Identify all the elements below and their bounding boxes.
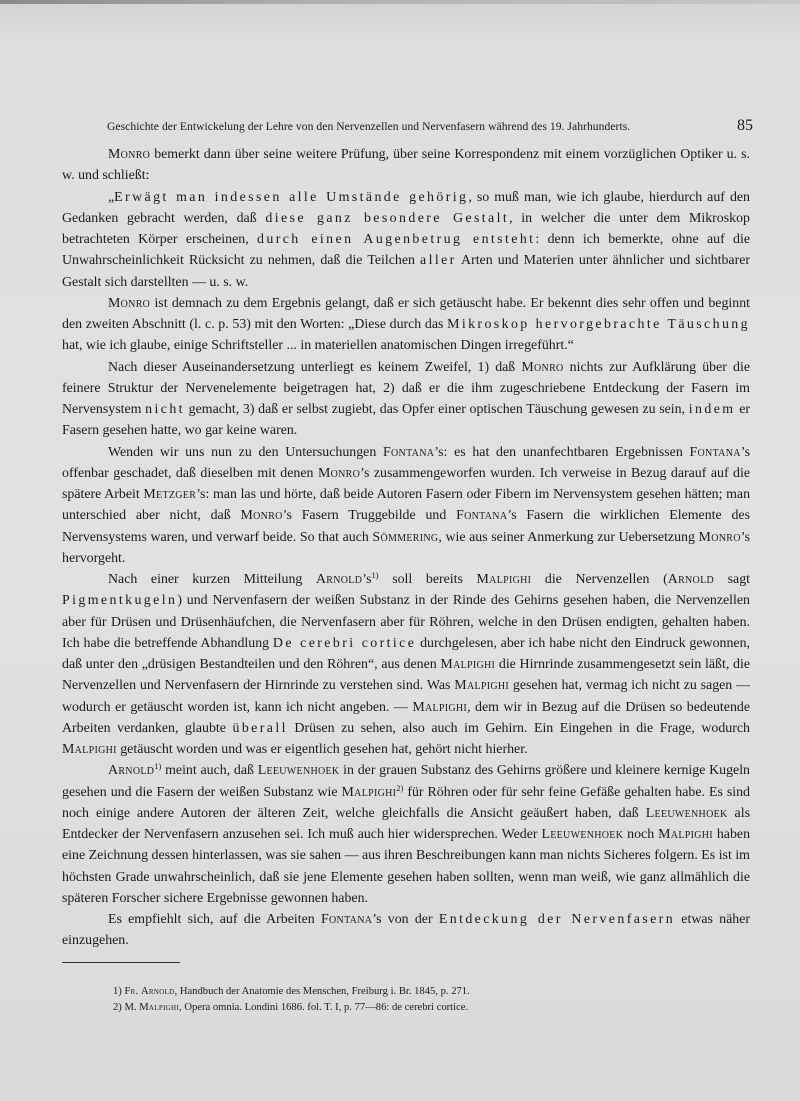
footnote-ref: 2) bbox=[396, 782, 404, 793]
text-run: er Fasern gesehen hatte, wo gar keine waren. bbox=[62, 402, 751, 439]
text-run: , wie aus seiner Anmerkung zur Uebersetzung bbox=[438, 529, 699, 545]
text-run: , dem wir in Bezug auf die Drüsen so bedeutende Arbeiten verdanken, glaubte bbox=[62, 699, 751, 736]
text-run: ’s: man las und hörte, daß beide Autoren Fasern oder Fibern im Nervensystem gesehen hätten; man unterschied aber nicht, daß bbox=[62, 487, 751, 524]
text-run: , Opera omnia. Londini 1686. fol. T. I, p. 77—86: de cerebri cortice. bbox=[179, 1002, 469, 1013]
text-run: meint auch, daß bbox=[161, 763, 258, 779]
text-run: bemerkt dann über seine weitere Prüfung, über seine Korrespondenz mit einem vorzüglichen Optiker u. s. w. und schließt: bbox=[62, 147, 750, 184]
text-run: Nach dieser Auseinandersetzung unterliegt es keinem Zweifel, 1) daß bbox=[108, 359, 522, 375]
text-run: ’s offenbar geschadet, daß dieselben mit denen bbox=[62, 444, 751, 481]
footnote-number: 2) M. bbox=[113, 1002, 140, 1013]
text-run: ’s: es hat den unanfechtbaren Ergebnissen bbox=[434, 444, 690, 460]
author-name: Fontana bbox=[456, 508, 508, 524]
running-head-title: Geschichte der Entwickelung der Lehre von den Nervenzellen und Nervenfasern während des 19. Jahrhunderts. bbox=[107, 120, 631, 133]
author-name: Monro bbox=[521, 359, 564, 375]
spaced-emphasis: durch einen Augenbetrug entsteht bbox=[257, 232, 536, 247]
author-name: Fr. Arnold bbox=[124, 986, 175, 997]
text-run: Nach einer kurzen Mitteilung bbox=[108, 572, 316, 587]
author-name: Fontana bbox=[321, 912, 373, 927]
author-name: Malpighi bbox=[412, 699, 468, 715]
paragraph-8 bbox=[62, 909, 750, 952]
author-name: Arnold bbox=[315, 572, 363, 587]
spaced-emphasis: Mikroskop hervorgebrachte Täuschung bbox=[447, 317, 750, 332]
text-run: , Handbuch der Anatomie des Menschen, Freiburg i. Br. 1845, p. 271. bbox=[174, 986, 470, 997]
spaced-emphasis: Pigmentkugeln bbox=[62, 593, 178, 609]
paragraph-2-quote bbox=[62, 187, 750, 293]
text-run: ’s zusammengeworfen wurden. Ich verweise in Bezug darauf auf die spätere Arbeit bbox=[62, 465, 750, 502]
text-run: ’s von der bbox=[372, 912, 439, 927]
author-name: Monro bbox=[317, 465, 361, 481]
text-run: als Entdecker der Nervenfasern anzusehen sei. Ich muß auch hier widersprechen. Weder bbox=[62, 805, 750, 842]
text-run: sagt bbox=[714, 572, 750, 587]
author-name: Leeuwenhoek bbox=[541, 827, 624, 842]
spaced-emphasis: indem bbox=[688, 402, 736, 417]
paragraph-3 bbox=[62, 293, 750, 357]
spaced-emphasis: De cerebri cortice bbox=[272, 635, 417, 651]
text-run: in der grauen Substanz des Gehirns größere und kleinere kernige Kugeln gesehen und die Fasern der weißen Substanz wie bbox=[62, 763, 750, 800]
author-name: Fontana bbox=[689, 444, 741, 460]
author-name: Malpighi bbox=[440, 657, 496, 672]
spaced-emphasis: aller bbox=[420, 253, 457, 269]
text-run: Wenden wir uns nun zu den Untersuchungen bbox=[108, 444, 383, 460]
author-name: Sömmering bbox=[372, 529, 439, 545]
paragraph-4 bbox=[62, 357, 750, 442]
text-run: gemacht, 3) daß er selbst zugiebt, das Opfer einer optischen Täuschung gewesen zu sein, bbox=[184, 402, 689, 417]
spaced-emphasis: Erwägt man indessen alle Umstände gehörig bbox=[114, 189, 469, 205]
text-run: etwas näher einzugehen. bbox=[62, 912, 751, 949]
footnote-rule bbox=[62, 962, 180, 963]
author-name: Malpighi bbox=[454, 678, 510, 694]
scan-edge bbox=[0, 0, 800, 4]
author-name: Monro bbox=[108, 295, 151, 311]
footnote-1 bbox=[113, 984, 713, 1000]
text-run: für Röhren oder für sehr feine Gefäße gehalten habe. Es sind noch einige andere Autoren der älteren Zeit, welche gleichfalls die Ansicht geäußert haben, daß bbox=[62, 784, 750, 821]
text-run: soll bereits bbox=[378, 572, 477, 587]
text-run: die Nervenzellen ( bbox=[531, 572, 668, 587]
author-name: Fontana bbox=[383, 444, 435, 460]
author-name: Arnold bbox=[108, 763, 155, 779]
text-run: ist demnach zu dem Ergebnis gelangt, daß er sich getäuscht habe. Er bekennt dies sehr offen und beginnt den zweiten Abschnitt (l. c. p. 53) mit den Worten: „Diese durch das bbox=[62, 295, 750, 332]
text-run: hat, wie ich glaube, einige Schriftsteller ... in materiellen anatomischen Dingen irregeführt.“ bbox=[62, 338, 574, 354]
author-name: Metzger bbox=[143, 487, 197, 502]
author-name: Monro bbox=[108, 147, 151, 162]
footnote-ref: 1) bbox=[371, 570, 379, 580]
text-run: ’s hervorgeht. bbox=[62, 529, 750, 566]
text-run: Es empfiehlt sich, auf die Arbeiten bbox=[108, 912, 321, 927]
spaced-emphasis: diese ganz besondere Gestalt bbox=[265, 210, 510, 226]
text-run: Arten und Materien unter ähnlicher und sichtbarer Gestalt sich darstellten — u. s. w. bbox=[62, 253, 750, 290]
author-name: Monro bbox=[240, 508, 283, 524]
author-name: Monro bbox=[698, 529, 741, 545]
page-number: 85 bbox=[737, 117, 753, 134]
text-run: ) und Nervenfasern der weißen Substanz in der Rinde des Gehirns gesehen haben, die Nervenzellen aber für Drüsen und Drüsenhäufchen, die Nervenfasern aber für Röhren, welche in den Drüsen endigten, gehalten haben. Ich habe die betreffende Abhandlung bbox=[62, 593, 750, 651]
text-run: getäuscht worden und was er eigentlich gesehen hat, gehört nicht hierher. bbox=[116, 742, 528, 757]
footnote-number: 1) bbox=[113, 986, 125, 997]
footnotes bbox=[113, 984, 713, 1016]
spaced-emphasis: überall bbox=[232, 720, 288, 736]
author-name: Arnold bbox=[667, 572, 715, 587]
text-run: durchgelesen, aber ich habe nicht den Eindruck gewonnen, daß unter den „drüsigen Bestandteilen und den Röhren“, aus denen bbox=[62, 635, 750, 672]
text-run: die Hirnrinde zusammengesetzt sein läßt, die Nervenzellen und Nervenfasern der Hirnrinde zu verstehen sind. Was bbox=[62, 657, 750, 694]
author-name: Leeuwenhoek bbox=[645, 805, 728, 821]
spaced-emphasis: nicht bbox=[145, 402, 185, 417]
text-run: ’s Fasern die wirklichen Elemente des Nervensystems waren, und verwarf beide. So that auch bbox=[62, 508, 750, 545]
author-name: Malpighi bbox=[139, 1002, 180, 1013]
text-run: gesehen hat, vermag ich nicht zu sagen — wodurch er getäuscht worden ist, kann ich nicht angeben. — bbox=[62, 678, 750, 715]
text-run: Drüsen zu sehen, also auch im Gehirn. Ein Eingehen in die Frage, wodurch bbox=[287, 720, 750, 736]
footnote-ref: 1) bbox=[154, 761, 162, 772]
footnote-2 bbox=[113, 1000, 713, 1016]
paragraph-6 bbox=[62, 569, 750, 760]
text-run: , in welcher die unter dem Mikroskop betrachteten Körper erscheinen, bbox=[62, 210, 750, 247]
spaced-emphasis: Entdeckung der Nervenfasern bbox=[438, 912, 676, 927]
text-run: „ bbox=[108, 189, 115, 205]
text-run: noch bbox=[623, 827, 659, 842]
author-name: Malpighi bbox=[341, 784, 397, 800]
paragraph-7 bbox=[62, 760, 750, 909]
author-name: Leeuwenhoek bbox=[257, 763, 340, 779]
text-run: ’s bbox=[362, 572, 372, 587]
paragraph-5 bbox=[62, 442, 750, 570]
paragraph-1 bbox=[62, 144, 750, 187]
text-run: : denn ich bemerkte, ohne auf die Unwahrscheinlichkeit Rücksicht zu nehmen, daß die Teilchen bbox=[62, 232, 750, 269]
text-run: nichts zur Aufklärung über die feinere Struktur der Nervenelemente beigetragen hat, 2) daß er die ihm zugeschriebene Entdeckung der Fasern im Nervensystem bbox=[62, 359, 750, 417]
body-text bbox=[62, 144, 750, 952]
author-name: Malpighi bbox=[476, 572, 532, 587]
text-run: haben eine Zeichnung dessen hinterlassen, was sie sahen — aus ihren Beschreibungen kann man nichts Sicheres folgern. Es ist im höchsten Grade unwahrscheinlich, daß sie jene Elemente gesehen haben sollten, wenn man weiß, wie ganz allmählich die späteren Forscher sichere Ergebnisse gewonnen haben. bbox=[62, 827, 751, 906]
text-run: , so muß man, wie ich glaube, hierdurch auf den Gedanken gebracht werden, daß bbox=[62, 189, 751, 226]
running-head bbox=[107, 117, 755, 141]
author-name: Malpighi bbox=[658, 827, 713, 842]
text-run: ’s Fasern Truggebilde und bbox=[282, 508, 457, 524]
author-name: Malpighi bbox=[62, 742, 117, 757]
